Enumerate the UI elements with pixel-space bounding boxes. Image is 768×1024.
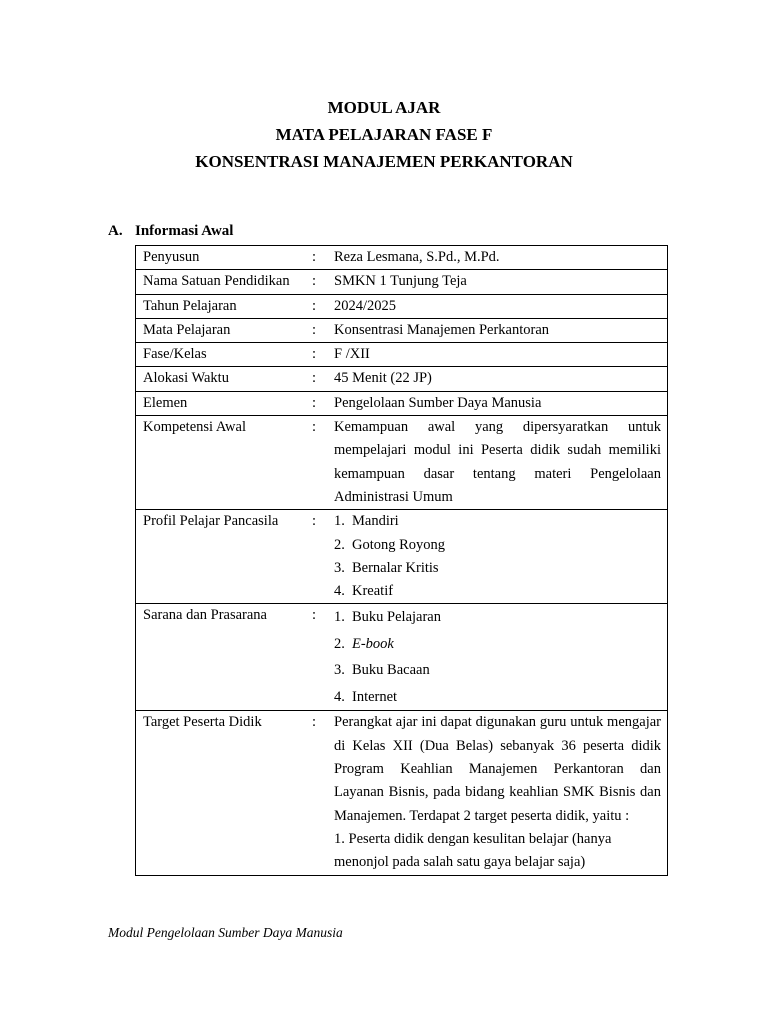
section-title: Informasi Awal [135,223,234,239]
list-item: 2. E-book [334,635,394,652]
table-row [136,318,668,342]
list-item: 1. Buku Pelajaran [334,609,441,626]
row-value: 45 Menit (22 JP) [334,367,668,391]
row-label: Penyusun [136,246,307,270]
row-label: Target Peserta Didik [136,711,307,875]
list-item: 4. Kreatif [334,583,394,600]
title-line-3: KONSENTRASI MANAJEMEN PERKANTORAN [195,152,573,171]
row-label: Tahun Pelajaran [136,294,307,318]
row-value: Kemampuan awal yang dipersyaratkan untuk mempelajari modul ini Peserta didik sudah memiliki kemampuan dasar tentang materi Pengelolaan Administrasi Umum [334,416,668,510]
list-item: 3. Buku Bacaan [334,662,430,679]
section-letter: A. [108,223,123,239]
row-colon: : [306,318,334,342]
row-colon: : [306,270,334,294]
table-row [136,510,668,604]
row-label: Mata Pelajaran [136,318,307,342]
table-row [136,604,668,711]
table-row [136,343,668,367]
row-colon: : [306,391,334,415]
row-value [334,711,668,875]
row-label: Profil Pelajar Pancasila [136,510,307,604]
target-description: Perangkat ajar ini dapat digunakan guru untuk mengajar di Kelas XII (Dua Belas) sebanyak 36 peserta didik Program Keahlian Manajemen Perkantoran dan Layanan Bisnis, pada bidang keahlian SMK Bisnis dan Manajemen. Terdapat 2 target peserta didik, yaitu : [334,714,661,824]
list-item: 3. Bernalar Kritis [334,559,439,576]
row-value: F /XII [334,343,668,367]
row-label: Fase/Kelas [136,343,307,367]
page-footer: Modul Pengelolaan Sumber Daya Manusia [108,925,343,940]
row-value-list [334,604,668,711]
row-label: Elemen [136,391,307,415]
row-value: Pengelolaan Sumber Daya Manusia [334,391,668,415]
title-line-1: MODUL AJAR [327,98,441,117]
title-line-2: MATA PELAJARAN FASE F [275,125,493,144]
table-row [136,294,668,318]
target-item: 1. Peserta didik dengan kesulitan belajar (hanya menonjol pada salah satu gaya belajar saja) [334,830,612,871]
row-value: Reza Lesmana, S.Pd., M.Pd. [334,246,668,270]
row-colon: : [306,416,334,510]
table-row [136,416,668,510]
row-colon: : [306,294,334,318]
list-item: 4. Internet [334,688,398,705]
document-title [0,94,768,175]
row-label: Sarana dan Prasarana [136,604,307,711]
row-colon: : [306,711,334,875]
row-colon: : [306,246,334,270]
table-row [136,246,668,270]
list-item: 1. Mandiri [334,513,399,530]
row-colon: : [306,343,334,367]
info-table [135,245,668,876]
row-colon: : [306,367,334,391]
row-colon: : [306,510,334,604]
row-label: Kompetensi Awal [136,416,307,510]
row-value: Konsentrasi Manajemen Perkantoran [334,318,668,342]
row-value: SMKN 1 Tunjung Teja [334,270,668,294]
row-value-list [334,510,668,604]
row-label: Nama Satuan Pendidikan [136,270,307,294]
table-row [136,367,668,391]
table-row [136,270,668,294]
row-label: Alokasi Waktu [136,367,307,391]
list-item: 2. Gotong Royong [334,536,446,553]
table-row [136,391,668,415]
row-colon: : [306,604,334,711]
section-heading [108,223,233,240]
row-value: 2024/2025 [334,294,668,318]
table-row [136,711,668,875]
